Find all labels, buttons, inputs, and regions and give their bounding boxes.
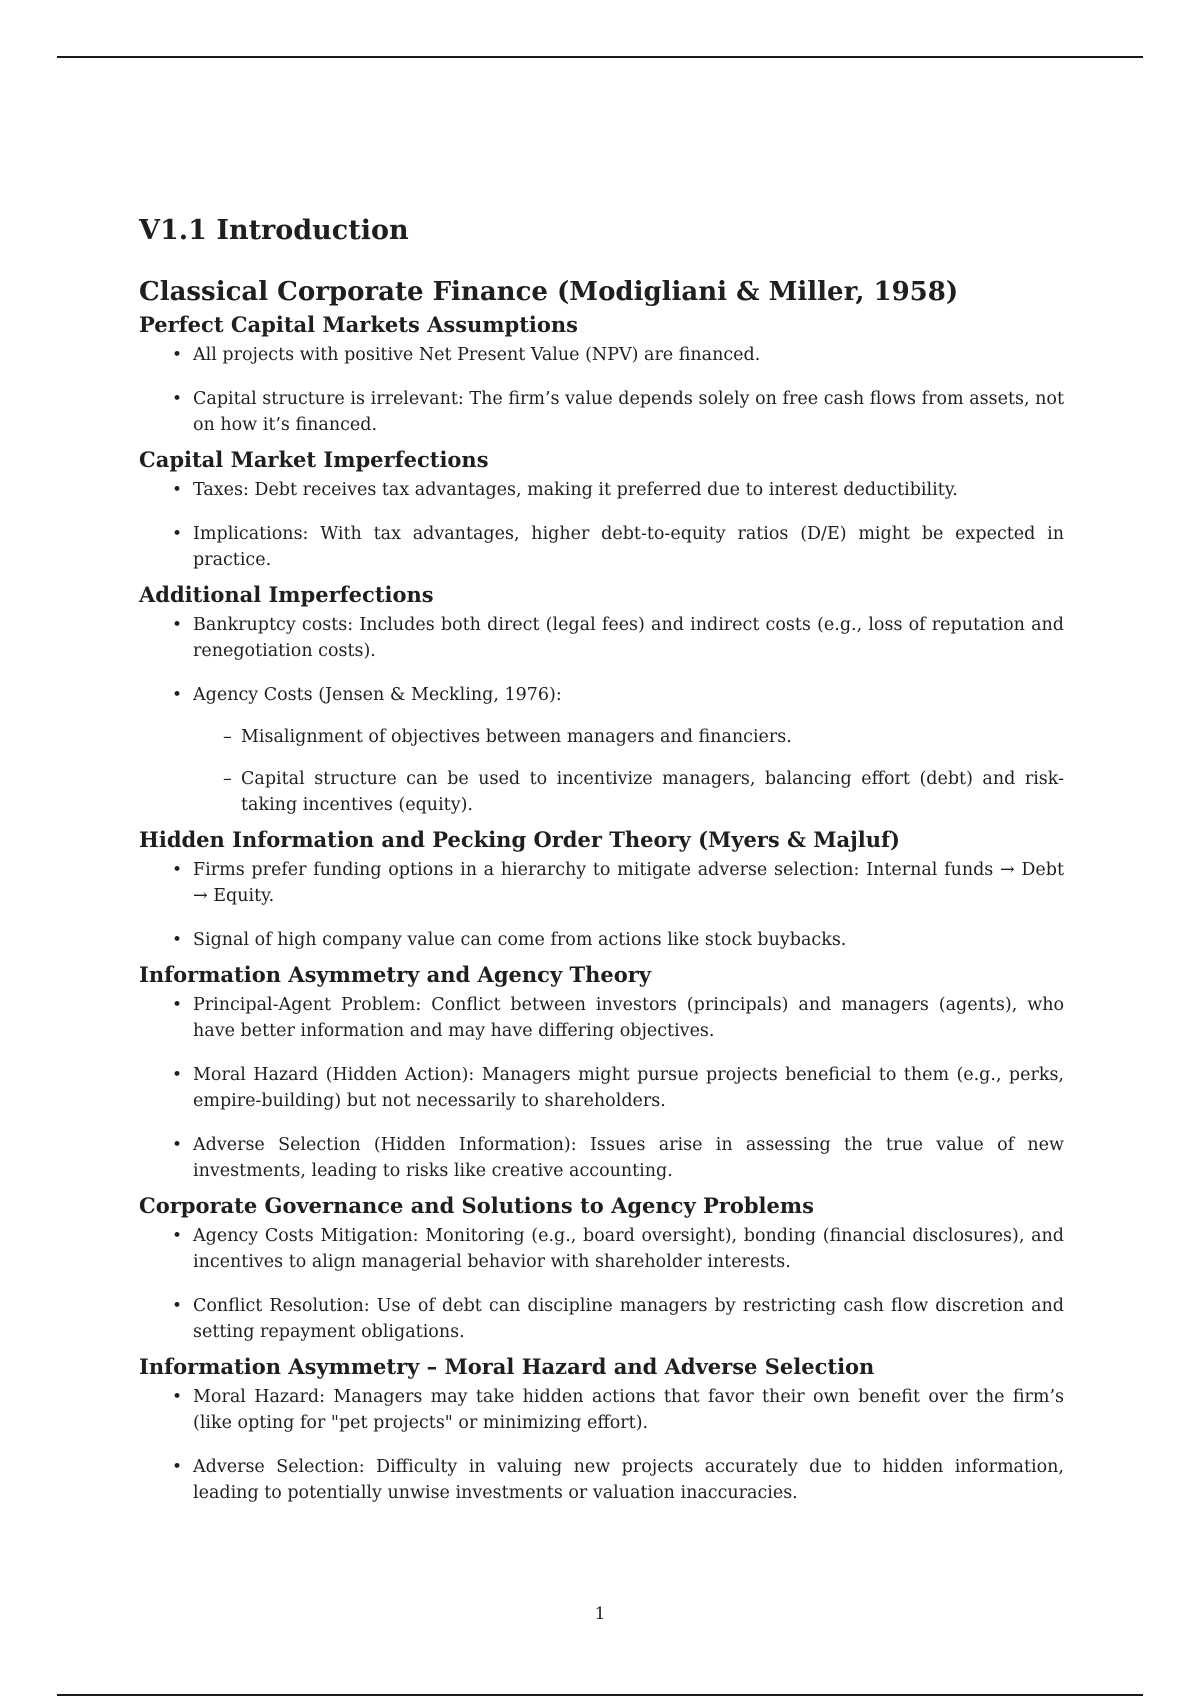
bullet-list: [139, 1384, 1064, 1506]
list-item-text: Moral Hazard: Managers may take hidden actions that favor their own benefit over the firm’s (like opting for "pet projects" or minimizing effort).: [193, 1387, 1064, 1433]
sub-list-item: [193, 766, 1064, 818]
list-item: [139, 1454, 1064, 1506]
section-title: V1.1 Introduction: [139, 215, 409, 246]
bullet-list: [139, 992, 1064, 1184]
bullet-icon: •: [172, 1296, 183, 1316]
list-item-text: Implications: With tax advantages, higher debt-to-equity ratios (D/E) might be expected in practice.: [193, 524, 1064, 570]
list-item: [139, 1223, 1064, 1275]
list-item-text: Capital structure is irrelevant: The firm’s value depends solely on free cash flows from assets, not on how it’s financed.: [193, 389, 1064, 435]
list-item: [139, 612, 1064, 664]
bullet-list: [139, 612, 1064, 818]
subsection-title: Perfect Capital Markets Assumptions: [139, 312, 578, 337]
subsection-title: Hidden Information and Pecking Order Theory (Myers & Majluf): [139, 827, 900, 852]
bullet-icon: •: [172, 1226, 183, 1246]
list-item-text: Signal of high company value can come from actions like stock buybacks.: [193, 930, 847, 950]
list-item-text: Agency Costs Mitigation: Monitoring (e.g., board oversight), bonding (financial disclosures), and incentives to align managerial behavior with shareholder interests.: [193, 1226, 1064, 1272]
list-item-text: Agency Costs (Jensen & Meckling, 1976):: [193, 685, 562, 705]
subsection: [139, 311, 1064, 438]
bullet-icon: •: [172, 860, 183, 880]
subsection-title: Information Asymmetry and Agency Theory: [139, 962, 651, 987]
dash-icon: –: [223, 727, 232, 747]
bullet-icon: •: [172, 930, 183, 950]
list-item-text: Moral Hazard (Hidden Action): Managers might pursue projects beneficial to them (e.g., perks, empire-building) but not necessarily to shareholders.: [193, 1065, 1064, 1111]
sub-list-item-text: Misalignment of objectives between managers and financiers.: [241, 727, 792, 747]
sub-list: [193, 724, 1064, 818]
subsection: [139, 826, 1064, 953]
bullet-icon: •: [172, 524, 183, 544]
bullet-icon: •: [172, 1387, 183, 1407]
list-item: [139, 1384, 1064, 1436]
list-item-text: Conflict Resolution: Use of debt can discipline managers by restricting cash flow discretion and setting repayment obligations.: [193, 1296, 1064, 1342]
list-item-text: Bankruptcy costs: Includes both direct (legal fees) and indirect costs (e.g., loss of reputation and renegotiation costs).: [193, 615, 1064, 661]
list-item-text: All projects with positive Net Present Value (NPV) are financed.: [193, 345, 761, 365]
list-item: [139, 342, 1064, 368]
page-number: 1: [594, 1604, 606, 1624]
list-item: [139, 857, 1064, 909]
subsection-title: Additional Imperfections: [139, 582, 434, 607]
subsection-title: Information Asymmetry – Moral Hazard and Adverse Selection: [139, 1354, 875, 1379]
bullet-icon: •: [172, 685, 183, 705]
bullet-icon: •: [172, 1135, 183, 1155]
bullet-list: [139, 477, 1064, 573]
list-item: [139, 1062, 1064, 1114]
list-item-text: Adverse Selection: Difficulty in valuing new projects accurately due to hidden information, leading to potentially unwise investments or valuation inaccuracies.: [193, 1457, 1064, 1503]
main-heading: Classical Corporate Finance (Modigliani & Miller, 1958): [139, 277, 959, 307]
list-item: [139, 521, 1064, 573]
list-item: [139, 682, 1064, 818]
bullet-list: [139, 857, 1064, 953]
subsection-title: Capital Market Imperfections: [139, 447, 489, 472]
bullet-list: [139, 1223, 1064, 1345]
sub-list-item-text: Capital structure can be used to incentivize managers, balancing effort (debt) and risk-taking incentives (equity).: [241, 769, 1064, 815]
bullet-icon: •: [172, 389, 183, 409]
list-item: [139, 477, 1064, 503]
list-item-text: Adverse Selection (Hidden Information): Issues arise in assessing the true value of new investments, leading to risks like creative accounting.: [193, 1135, 1064, 1181]
bullet-icon: •: [172, 615, 183, 635]
bullet-icon: •: [172, 995, 183, 1015]
bullet-icon: •: [172, 1457, 183, 1477]
subsection: [139, 581, 1064, 818]
top-rule: [57, 56, 1143, 58]
subsection: [139, 1192, 1064, 1345]
list-item: [139, 992, 1064, 1044]
subsection-title: Corporate Governance and Solutions to Agency Problems: [139, 1193, 814, 1218]
subsection: [139, 961, 1064, 1184]
list-item-text: Firms prefer funding options in a hierarchy to mitigate adverse selection: Internal funds → Debt → Equity.: [193, 860, 1064, 906]
subsections-container: [139, 311, 1064, 1506]
list-item-text: Taxes: Debt receives tax advantages, making it preferred due to interest deductibility.: [193, 480, 958, 500]
subsection: [139, 446, 1064, 573]
bullet-icon: •: [172, 345, 183, 365]
bottom-rule: [57, 1694, 1143, 1696]
subsection: [139, 1353, 1064, 1506]
bullet-icon: •: [172, 1065, 183, 1085]
bullet-icon: •: [172, 480, 183, 500]
list-item: [139, 386, 1064, 438]
page-content: [139, 214, 1064, 1514]
dash-icon: –: [223, 769, 232, 789]
sub-list-item: [193, 724, 1064, 750]
list-item-text: Principal-Agent Problem: Conflict between investors (principals) and managers (agents), who have better information and may have differing objectives.: [193, 995, 1064, 1041]
list-item: [139, 927, 1064, 953]
list-item: [139, 1293, 1064, 1345]
bullet-list: [139, 342, 1064, 438]
list-item: [139, 1132, 1064, 1184]
